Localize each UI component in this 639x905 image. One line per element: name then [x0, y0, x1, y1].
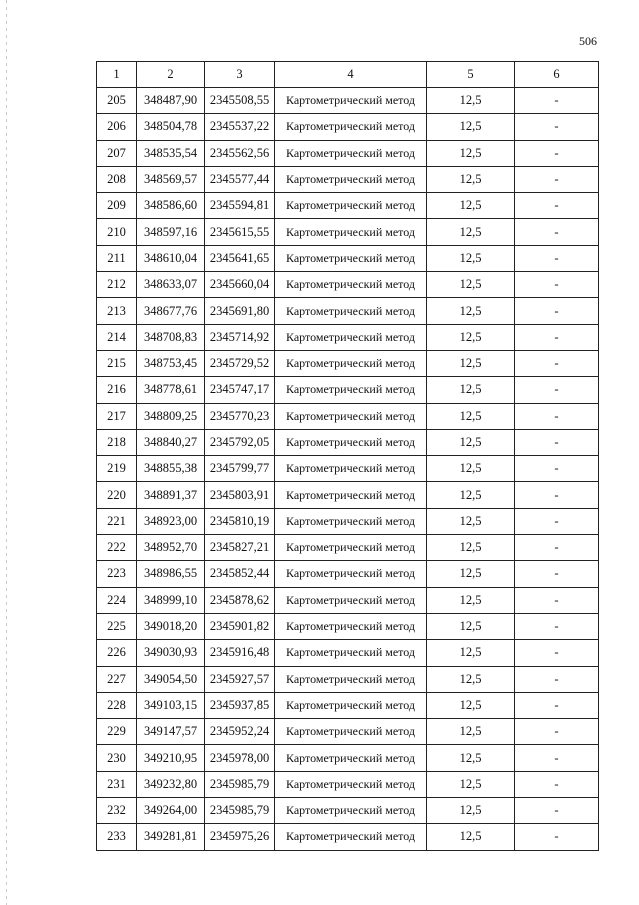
point-number-cell: 225	[97, 613, 137, 639]
accuracy-cell: 12,5	[427, 219, 515, 245]
table-row	[97, 324, 599, 350]
accuracy-cell: 12,5	[427, 324, 515, 350]
method-cell: Картометрический метод	[275, 613, 427, 639]
table-row	[97, 587, 599, 613]
x-coordinate-cell: 348597,16	[137, 219, 205, 245]
table-row	[97, 666, 599, 692]
note-cell: -	[515, 166, 599, 192]
table-row	[97, 745, 599, 771]
method-cell: Картометрический метод	[275, 219, 427, 245]
y-coordinate-cell: 2345508,55	[205, 88, 275, 114]
point-number-cell: 215	[97, 350, 137, 376]
note-cell: -	[515, 745, 599, 771]
note-cell: -	[515, 456, 599, 482]
x-coordinate-cell: 349103,15	[137, 692, 205, 718]
y-coordinate-cell: 2345901,82	[205, 613, 275, 639]
scan-edge-line	[6, 0, 7, 905]
accuracy-cell: 12,5	[427, 666, 515, 692]
y-coordinate-cell: 2345615,55	[205, 219, 275, 245]
table-row	[97, 508, 599, 534]
note-cell: -	[515, 692, 599, 718]
x-coordinate-cell: 349210,95	[137, 745, 205, 771]
y-coordinate-cell: 2345641,65	[205, 245, 275, 271]
table-row	[97, 298, 599, 324]
note-cell: -	[515, 666, 599, 692]
point-number-cell: 221	[97, 508, 137, 534]
method-cell: Картометрический метод	[275, 429, 427, 455]
y-coordinate-cell: 2345537,22	[205, 114, 275, 140]
accuracy-cell: 12,5	[427, 613, 515, 639]
point-number-cell: 231	[97, 771, 137, 797]
accuracy-cell: 12,5	[427, 377, 515, 403]
accuracy-cell: 12,5	[427, 561, 515, 587]
y-coordinate-cell: 2345747,17	[205, 377, 275, 403]
method-cell: Картометрический метод	[275, 88, 427, 114]
point-number-cell: 227	[97, 666, 137, 692]
y-coordinate-cell: 2345827,21	[205, 535, 275, 561]
table-row	[97, 193, 599, 219]
method-cell: Картометрический метод	[275, 482, 427, 508]
accuracy-cell: 12,5	[427, 245, 515, 271]
x-coordinate-cell: 348708,83	[137, 324, 205, 350]
note-cell: -	[515, 350, 599, 376]
point-number-cell: 209	[97, 193, 137, 219]
accuracy-cell: 12,5	[427, 508, 515, 534]
note-cell: -	[515, 482, 599, 508]
method-cell: Картометрический метод	[275, 587, 427, 613]
y-coordinate-cell: 2345729,52	[205, 350, 275, 376]
note-cell: -	[515, 561, 599, 587]
accuracy-cell: 12,5	[427, 587, 515, 613]
method-cell: Картометрический метод	[275, 403, 427, 429]
x-coordinate-cell: 349018,20	[137, 613, 205, 639]
y-coordinate-cell: 2345985,79	[205, 798, 275, 824]
note-cell: -	[515, 613, 599, 639]
x-coordinate-cell: 348855,38	[137, 456, 205, 482]
point-number-cell: 224	[97, 587, 137, 613]
accuracy-cell: 12,5	[427, 403, 515, 429]
method-cell: Картометрический метод	[275, 798, 427, 824]
table-row	[97, 245, 599, 271]
x-coordinate-cell: 348753,45	[137, 350, 205, 376]
table-row	[97, 166, 599, 192]
note-cell: -	[515, 193, 599, 219]
y-coordinate-cell: 2345577,44	[205, 166, 275, 192]
method-cell: Картометрический метод	[275, 824, 427, 850]
table-row	[97, 403, 599, 429]
x-coordinate-cell: 348809,25	[137, 403, 205, 429]
y-coordinate-cell: 2345799,77	[205, 456, 275, 482]
x-coordinate-cell: 349030,93	[137, 640, 205, 666]
note-cell: -	[515, 272, 599, 298]
point-number-cell: 210	[97, 219, 137, 245]
method-cell: Картометрический метод	[275, 193, 427, 219]
column-header-5: 5	[427, 62, 515, 88]
x-coordinate-cell: 348986,55	[137, 561, 205, 587]
accuracy-cell: 12,5	[427, 824, 515, 850]
table-row	[97, 824, 599, 850]
method-cell: Картометрический метод	[275, 272, 427, 298]
x-coordinate-cell: 348891,37	[137, 482, 205, 508]
y-coordinate-cell: 2345952,24	[205, 719, 275, 745]
y-coordinate-cell: 2345852,44	[205, 561, 275, 587]
accuracy-cell: 12,5	[427, 692, 515, 718]
x-coordinate-cell: 348610,04	[137, 245, 205, 271]
method-cell: Картометрический метод	[275, 140, 427, 166]
x-coordinate-cell: 348952,70	[137, 535, 205, 561]
note-cell: -	[515, 114, 599, 140]
note-cell: -	[515, 88, 599, 114]
x-coordinate-cell: 348633,07	[137, 272, 205, 298]
table-row	[97, 561, 599, 587]
accuracy-cell: 12,5	[427, 640, 515, 666]
x-coordinate-cell: 349281,81	[137, 824, 205, 850]
x-coordinate-cell: 348487,90	[137, 88, 205, 114]
method-cell: Картометрический метод	[275, 692, 427, 718]
y-coordinate-cell: 2345985,79	[205, 771, 275, 797]
x-coordinate-cell: 349054,50	[137, 666, 205, 692]
table-row	[97, 482, 599, 508]
point-number-cell: 222	[97, 535, 137, 561]
y-coordinate-cell: 2345975,26	[205, 824, 275, 850]
note-cell: -	[515, 771, 599, 797]
table-row	[97, 719, 599, 745]
x-coordinate-cell: 348504,78	[137, 114, 205, 140]
note-cell: -	[515, 587, 599, 613]
table-row	[97, 272, 599, 298]
coordinates-table	[96, 61, 599, 851]
note-cell: -	[515, 798, 599, 824]
point-number-cell: 212	[97, 272, 137, 298]
y-coordinate-cell: 2345916,48	[205, 640, 275, 666]
accuracy-cell: 12,5	[427, 193, 515, 219]
x-coordinate-cell: 348840,27	[137, 429, 205, 455]
x-coordinate-cell: 348923,00	[137, 508, 205, 534]
note-cell: -	[515, 429, 599, 455]
point-number-cell: 223	[97, 561, 137, 587]
method-cell: Картометрический метод	[275, 745, 427, 771]
method-cell: Картометрический метод	[275, 666, 427, 692]
y-coordinate-cell: 2345937,85	[205, 692, 275, 718]
accuracy-cell: 12,5	[427, 429, 515, 455]
table-row	[97, 350, 599, 376]
table-row	[97, 114, 599, 140]
y-coordinate-cell: 2345810,19	[205, 508, 275, 534]
table-row	[97, 140, 599, 166]
point-number-cell: 229	[97, 719, 137, 745]
y-coordinate-cell: 2345691,80	[205, 298, 275, 324]
table-row	[97, 88, 599, 114]
point-number-cell: 208	[97, 166, 137, 192]
column-header-6: 6	[515, 62, 599, 88]
x-coordinate-cell: 348586,60	[137, 193, 205, 219]
column-header-3: 3	[205, 62, 275, 88]
x-coordinate-cell: 348535,54	[137, 140, 205, 166]
point-number-cell: 213	[97, 298, 137, 324]
note-cell: -	[515, 508, 599, 534]
table-header	[97, 62, 599, 88]
accuracy-cell: 12,5	[427, 272, 515, 298]
y-coordinate-cell: 2345927,57	[205, 666, 275, 692]
header-row	[97, 62, 599, 88]
y-coordinate-cell: 2345803,91	[205, 482, 275, 508]
note-cell: -	[515, 140, 599, 166]
method-cell: Картометрический метод	[275, 640, 427, 666]
note-cell: -	[515, 377, 599, 403]
note-cell: -	[515, 324, 599, 350]
y-coordinate-cell: 2345978,00	[205, 745, 275, 771]
x-coordinate-cell: 349147,57	[137, 719, 205, 745]
point-number-cell: 217	[97, 403, 137, 429]
accuracy-cell: 12,5	[427, 482, 515, 508]
x-coordinate-cell: 349264,00	[137, 798, 205, 824]
accuracy-cell: 12,5	[427, 88, 515, 114]
note-cell: -	[515, 824, 599, 850]
accuracy-cell: 12,5	[427, 535, 515, 561]
note-cell: -	[515, 719, 599, 745]
method-cell: Картометрический метод	[275, 377, 427, 403]
point-number-cell: 220	[97, 482, 137, 508]
y-coordinate-cell: 2345878,62	[205, 587, 275, 613]
method-cell: Картометрический метод	[275, 771, 427, 797]
y-coordinate-cell: 2345714,92	[205, 324, 275, 350]
table-row	[97, 377, 599, 403]
point-number-cell: 232	[97, 798, 137, 824]
accuracy-cell: 12,5	[427, 114, 515, 140]
point-number-cell: 233	[97, 824, 137, 850]
accuracy-cell: 12,5	[427, 350, 515, 376]
table-row	[97, 429, 599, 455]
method-cell: Картометрический метод	[275, 561, 427, 587]
point-number-cell: 216	[97, 377, 137, 403]
point-number-cell: 211	[97, 245, 137, 271]
accuracy-cell: 12,5	[427, 771, 515, 797]
column-header-1: 1	[97, 62, 137, 88]
y-coordinate-cell: 2345660,04	[205, 272, 275, 298]
x-coordinate-cell: 348778,61	[137, 377, 205, 403]
method-cell: Картометрический метод	[275, 114, 427, 140]
y-coordinate-cell: 2345594,81	[205, 193, 275, 219]
accuracy-cell: 12,5	[427, 456, 515, 482]
y-coordinate-cell: 2345562,56	[205, 140, 275, 166]
method-cell: Картометрический метод	[275, 324, 427, 350]
point-number-cell: 214	[97, 324, 137, 350]
table-body	[97, 88, 599, 851]
point-number-cell: 219	[97, 456, 137, 482]
accuracy-cell: 12,5	[427, 719, 515, 745]
point-number-cell: 226	[97, 640, 137, 666]
method-cell: Картометрический метод	[275, 535, 427, 561]
table-row	[97, 535, 599, 561]
column-header-2: 2	[137, 62, 205, 88]
table-row	[97, 219, 599, 245]
note-cell: -	[515, 219, 599, 245]
x-coordinate-cell: 348569,57	[137, 166, 205, 192]
note-cell: -	[515, 298, 599, 324]
note-cell: -	[515, 640, 599, 666]
column-header-4: 4	[275, 62, 427, 88]
method-cell: Картометрический метод	[275, 298, 427, 324]
accuracy-cell: 12,5	[427, 140, 515, 166]
x-coordinate-cell: 349232,80	[137, 771, 205, 797]
y-coordinate-cell: 2345770,23	[205, 403, 275, 429]
y-coordinate-cell: 2345792,05	[205, 429, 275, 455]
accuracy-cell: 12,5	[427, 298, 515, 324]
accuracy-cell: 12,5	[427, 166, 515, 192]
x-coordinate-cell: 348677,76	[137, 298, 205, 324]
note-cell: -	[515, 535, 599, 561]
page-number: 506	[579, 34, 597, 48]
point-number-cell: 230	[97, 745, 137, 771]
table-row	[97, 771, 599, 797]
method-cell: Картометрический метод	[275, 245, 427, 271]
method-cell: Картометрический метод	[275, 350, 427, 376]
x-coordinate-cell: 348999,10	[137, 587, 205, 613]
method-cell: Картометрический метод	[275, 508, 427, 534]
table-row	[97, 692, 599, 718]
method-cell: Картометрический метод	[275, 456, 427, 482]
table-row	[97, 798, 599, 824]
point-number-cell: 218	[97, 429, 137, 455]
note-cell: -	[515, 403, 599, 429]
table-row	[97, 613, 599, 639]
point-number-cell: 206	[97, 114, 137, 140]
table-row	[97, 640, 599, 666]
note-cell: -	[515, 245, 599, 271]
point-number-cell: 207	[97, 140, 137, 166]
accuracy-cell: 12,5	[427, 745, 515, 771]
point-number-cell: 205	[97, 88, 137, 114]
method-cell: Картометрический метод	[275, 166, 427, 192]
point-number-cell: 228	[97, 692, 137, 718]
table-row	[97, 456, 599, 482]
method-cell: Картометрический метод	[275, 719, 427, 745]
accuracy-cell: 12,5	[427, 798, 515, 824]
